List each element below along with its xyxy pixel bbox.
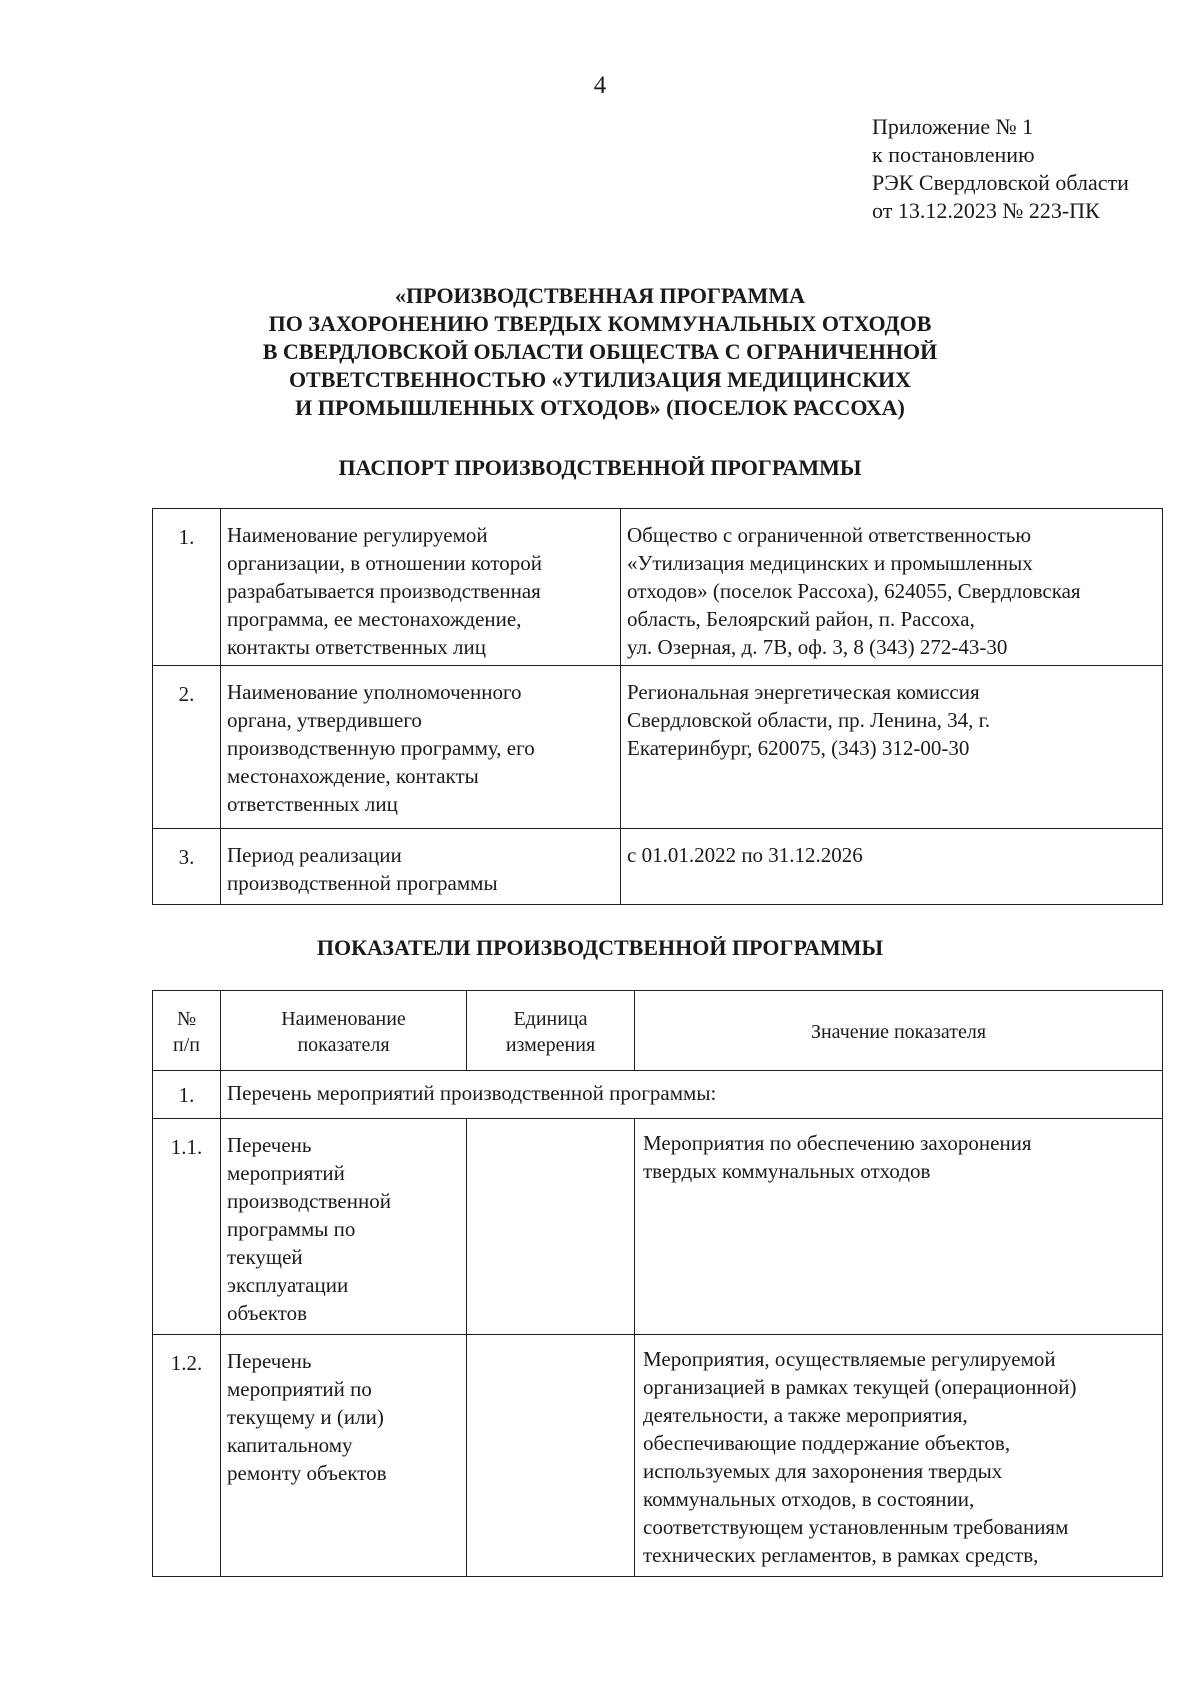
row-number: 1. bbox=[153, 509, 221, 666]
table-header-row bbox=[153, 991, 1163, 1071]
passport-table bbox=[152, 508, 1163, 905]
table-row bbox=[153, 1119, 1163, 1335]
title-line: «ПРОИЗВОДСТВЕННАЯ ПРОГРАММА bbox=[395, 283, 805, 308]
indicators-table bbox=[152, 990, 1163, 1577]
appendix-line: РЭК Свердловской области bbox=[872, 170, 1129, 195]
section-title: Перечень мероприятий производственной программы: bbox=[221, 1071, 1163, 1119]
table-row bbox=[153, 509, 1163, 666]
appendix-line: к постановлению bbox=[872, 142, 1035, 167]
row-value: Региональная энергетическая комиссия Свердловской области, пр. Ленина, 34, г. Екатеринбург, 620075, (343) 312-00-30 bbox=[621, 666, 1163, 829]
row-number: 1.2. bbox=[153, 1335, 221, 1577]
row-number: 1. bbox=[153, 1071, 221, 1119]
row-name: Наименование регулируемой организации, в отношении которой разрабатывается производственная программа, ее местонахождение, контакты ответственных лиц bbox=[221, 509, 621, 666]
row-value: Общество с ограниченной ответственностью «Утилизация медицинских и промышленных отходов» (поселок Рассоха), 624055, Свердловская область, Белоярский район, п. Рассоха, ул. Озерная, д. 7В, оф. 3, 8 (343) 272-43-30 bbox=[621, 509, 1163, 666]
table-row bbox=[153, 666, 1163, 829]
row-name: Наименование уполномоченного органа, утвердившего производственную программу, его местонахождение, контакты ответственных лиц bbox=[221, 666, 621, 829]
row-number: 3. bbox=[153, 829, 221, 905]
table-section-row bbox=[153, 1071, 1163, 1119]
appendix-line: Приложение № 1 bbox=[872, 114, 1034, 139]
row-value: Мероприятия по обеспечению захоронения твердых коммунальных отходов bbox=[635, 1119, 1163, 1335]
title-line: И ПРОМЫШЛЕННЫХ ОТХОДОВ» (ПОСЕЛОК РАССОХА) bbox=[295, 395, 905, 420]
row-unit bbox=[467, 1119, 635, 1335]
header-number: № п/п bbox=[153, 991, 221, 1071]
table-row bbox=[153, 1335, 1163, 1577]
title-line: В СВЕРДЛОВСКОЙ ОБЛАСТИ ОБЩЕСТВА С ОГРАНИЧЕННОЙ bbox=[262, 339, 938, 364]
row-name: Перечень мероприятий производственной программы по текущей эксплуатации объектов bbox=[221, 1119, 467, 1335]
header-value: Значение показателя bbox=[635, 991, 1163, 1071]
header-name: Наименование показателя bbox=[221, 991, 467, 1071]
appendix-line: от 13.12.2023 № 223-ПК bbox=[872, 198, 1100, 223]
row-value: Мероприятия, осуществляемые регулируемой организацией в рамках текущей (операционной) деятельности, а также мероприятия, обеспечивающие поддержание объектов, используемых для захоронения твердых коммунальных отходов, в состоянии, соответствующем установленным требованиям технических регламентов, в рамках средств, bbox=[635, 1335, 1163, 1577]
row-number: 1.1. bbox=[153, 1119, 221, 1335]
passport-heading: ПАСПОРТ ПРОИЗВОДСТВЕННОЙ ПРОГРАММЫ bbox=[338, 455, 862, 480]
header-unit: Единица измерения bbox=[467, 991, 635, 1071]
row-unit bbox=[467, 1335, 635, 1577]
title-line: ПО ЗАХОРОНЕНИЮ ТВЕРДЫХ КОММУНАЛЬНЫХ ОТХОДОВ bbox=[268, 311, 932, 336]
document-title bbox=[100, 282, 1100, 422]
row-name: Перечень мероприятий по текущему и (или) капитальному ремонту объектов bbox=[221, 1335, 467, 1577]
indicators-heading: ПОКАЗАТЕЛИ ПРОИЗВОДСТВЕННОЙ ПРОГРАММЫ bbox=[316, 935, 884, 960]
page-number: 4 bbox=[593, 72, 607, 99]
row-number: 2. bbox=[153, 666, 221, 829]
row-value: с 01.01.2022 по 31.12.2026 bbox=[621, 829, 1163, 905]
appendix-reference bbox=[872, 113, 1192, 225]
title-line: ОТВЕТСТВЕННОСТЬЮ «УТИЛИЗАЦИЯ МЕДИЦИНСКИХ bbox=[288, 367, 912, 392]
row-name: Период реализации производственной программы bbox=[221, 829, 621, 905]
table-row bbox=[153, 829, 1163, 905]
